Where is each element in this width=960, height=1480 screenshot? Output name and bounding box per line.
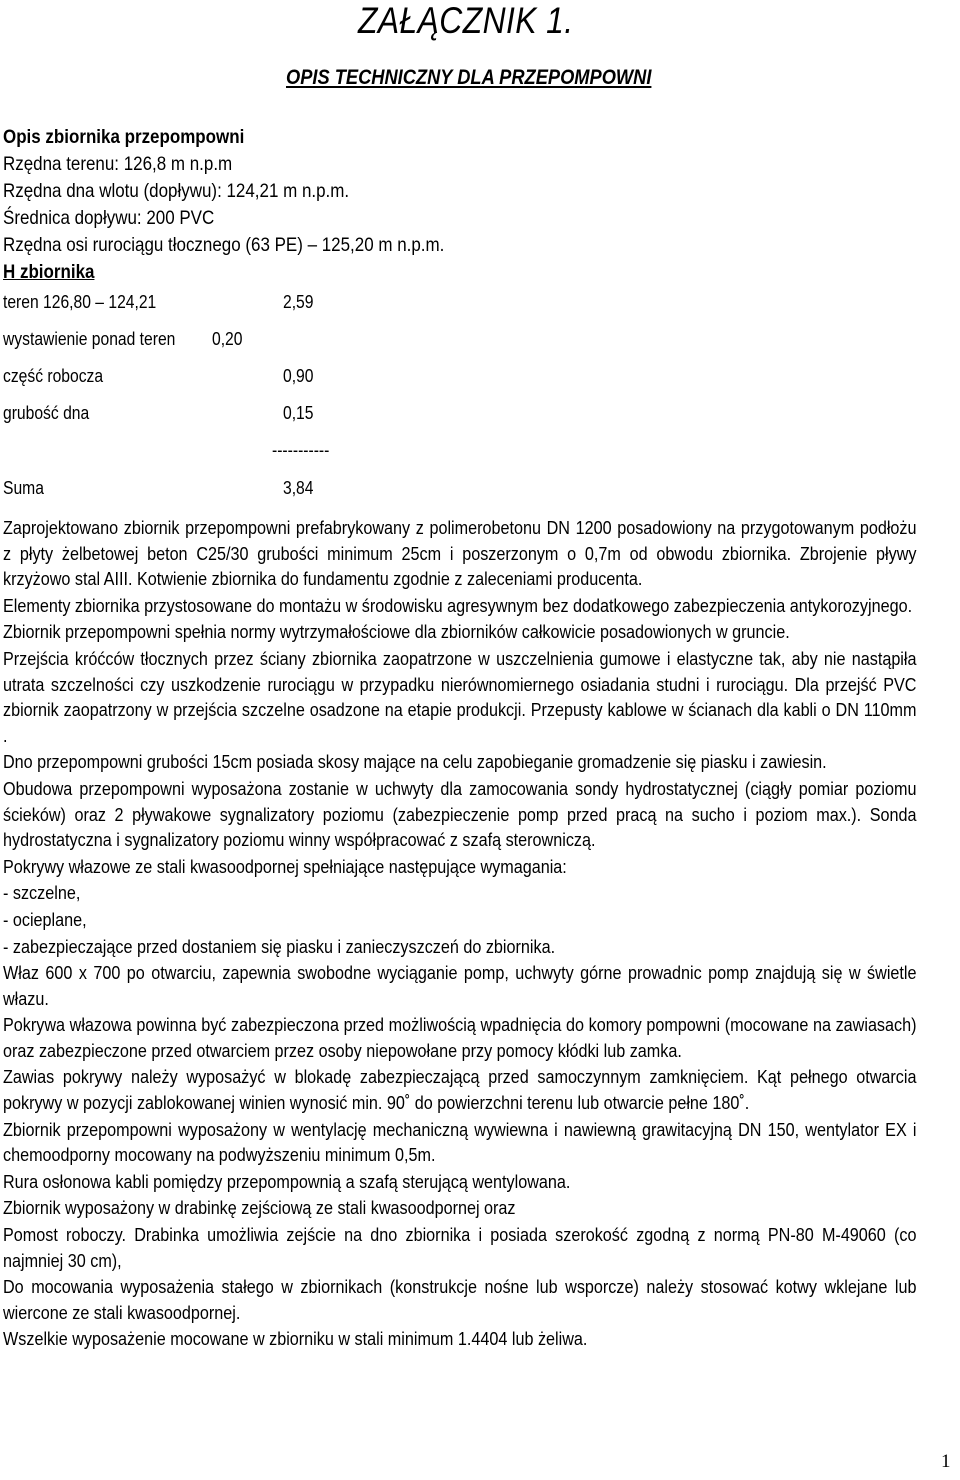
list-item: - szczelne, (3, 882, 81, 904)
height-row-label: teren 126,80 – 124,21 (3, 292, 157, 312)
spec-line-diameter: Średnica dopływu: 200 PVC (3, 207, 215, 229)
h-heading: H zbiornika (3, 261, 95, 283)
height-row-label: wystawienie ponad teren (3, 329, 176, 349)
paragraph: Wszelkie wyposażenie mocowane w zbiorniku w stali minimum 1.4404 lub żeliwa. (3, 1328, 588, 1350)
height-row-value: 0,90 (283, 366, 314, 386)
height-row-label: część robocza (3, 366, 104, 386)
sum-value: 3,84 (283, 478, 314, 498)
list-item: - zabezpieczające przed dostaniem się piasku i zanieczyszczeń do zbiornika. (3, 935, 556, 957)
paragraph: Zaprojektowano zbiornik przepompowni prefabrykowany z polimerobetonu DN 1200 posadowiony na przygotowanym podłożu z płyty żelbetowej beton C25/30 grubości minimum 25cm i poszerzonym o 0,7m od obwodu zbiornika. Zbrojenie pływy krzyżowo stal AIII. Kotwienie zbiornika do fundamentu zgodnie z zaleceniami producenta. (3, 517, 917, 590)
paragraph: Właz 600 x 700 po otwarciu, zapewnia swobodne wyciąganie pomp, uchwyty górne prowadnic pomp znajdują się w świetle włazu. (3, 962, 917, 1009)
spec-line-terrain: Rzędna terenu: 126,8 m n.p.m (3, 153, 233, 175)
sum-separator: ----------- (272, 440, 330, 460)
spec-line-inlet: Rzędna dna wlotu (dopływu): 124,21 m n.p.m. (3, 180, 350, 202)
paragraph: Pokrywa włazowa powinna być zabezpieczona przed możliwością wpadnięcia do komory pompowni (mocowane na zawiasach) oraz zabezpieczone przed otwarciem przez osoby niepowołane przy pomocy kłódki lub zamka. (3, 1014, 917, 1061)
paragraph: Pomost roboczy. Drabinka umożliwia zejście na dno zbiornika i posiada szerokość zgodną z normą PN-80 M-49060 (co najmniej 30 cm), (3, 1224, 917, 1271)
paragraph: Elementy zbiornika przystosowane do montażu w środowisku agresywnym bez dodatkowego zabezpieczenia antykorozyjnego. (3, 594, 913, 616)
paragraph: Zbiornik przepompowni wyposażony w wentylację mechaniczną wywiewna i nawiewną grawitacyjną DN 150, wentylator EX i chemoodporny mocowany na podwyższeniu minimum 0,5m. (3, 1118, 917, 1166)
paragraph: Dno przepompowni grubości 15cm posiada skosy mające na celu zapobieganie gromadzenie się piasku i zawiesin. (3, 751, 827, 773)
height-row-value: 2,59 (283, 292, 314, 312)
spec-line-pipe-axis: Rzędna osi rurociągu tłocznego (63 PE) – 125,20 m n.p.m. (3, 234, 445, 256)
paragraph: Do mocowania wyposażenia stałego w zbiornikach (konstrukcje nośne lub wsporcze) należy stosować kotwy wklejane lub wiercone ze stali kwasoodpornej. (3, 1276, 917, 1323)
sum-label: Suma (3, 478, 44, 498)
paragraph: Obudowa przepompowni wyposażona zostanie w uchwyty dla zamocowania sondy hydrostatycznej (ciągły pomiar poziomu ścieków) oraz 2 pływakowe sygnalizatory poziomu (zabezpieczenie pomp przed pracą na sucho i poziom max.). Sonda hydrostatyczna i sygnalizatory poziomu winny współpracować z szafą sterowniczą. (3, 777, 917, 851)
document-subtitle: OPIS TECHNICZNY DLA PRZEPOMPOWNI (286, 66, 652, 89)
paragraph: Przejścia króćców tłocznych przez ściany zbiornika zaopatrzone w uszczelnienia gumowe i elastyczne tak, aby nie nastąpiła utrata szczelności czy uszkodzenie rurociągu w przypadku nierównomiernego osiadania studni i rurociągu. Dla przejść PVC zbiornik zaopatrzony w przejścia szczelne osadzone na etapie produkcji. Przepusty kablowe w ścianach dla kabli o DN 110mm . (3, 647, 917, 746)
paragraph: Zawias pokrywy należy wyposażyć w blokadę zabezpieczającą przed samoczynnym zamknięciem. Kąt pełnego otwarcia pokrywy w pozycji zablokowanej winien wynosić min. 90˚ do powierzchni terenu lub otwarcie pełne 180˚. (3, 1066, 917, 1114)
paragraph: Zbiornik wyposażony w drabinkę zejściową ze stali kwasoodpornej oraz (3, 1197, 516, 1219)
list-item: - ocieplane, (3, 908, 87, 930)
height-row-value: 0,15 (283, 403, 314, 423)
paragraph: Pokrywy włazowe ze stali kwasoodpornej spełniające następujące wymagania: (3, 855, 567, 877)
description-body (3, 515, 917, 1353)
paragraph: Zbiornik przepompowni spełnia normy wytrzymałościowe dla zbiorników całkowicie posadowionych w gruncie. (3, 621, 790, 643)
height-row-label: grubość dna (3, 403, 90, 423)
paragraph: Rura osłonowa kabli pomiędzy przepompownią a szafą sterującą wentylowana. (3, 1170, 571, 1192)
height-row-value: 0,20 (212, 329, 243, 349)
page-number: 1 (941, 1451, 951, 1472)
document-title: ZAŁĄCZNIK 1. (358, 0, 574, 41)
specs-heading: Opis zbiornika przepompowni (3, 126, 245, 148)
